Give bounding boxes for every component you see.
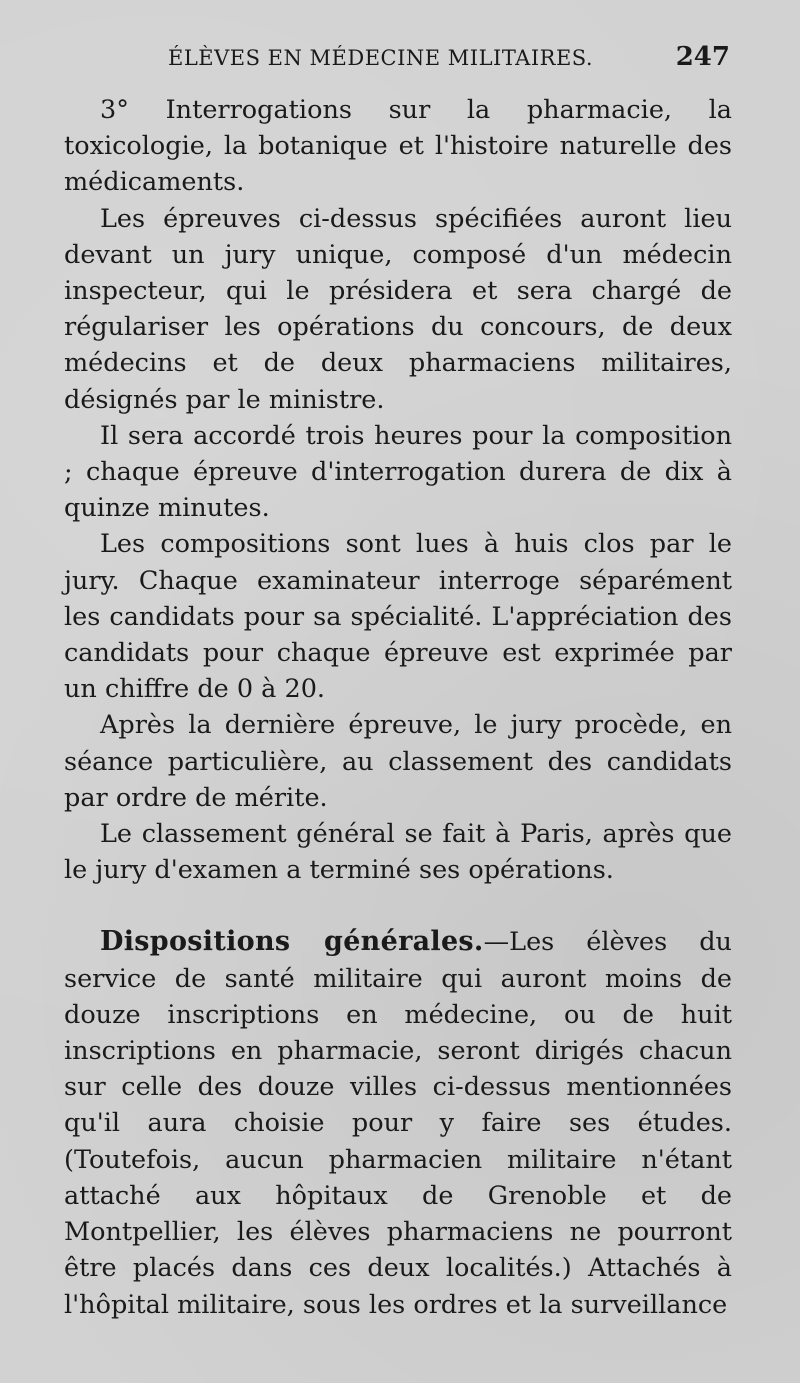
- body-text: [64, 92, 732, 1323]
- paragraph: Les compositions sont lues à huis clos par le jury. Chaque examinateur interroge séparément les candidats pour sa spécialité. L'appréciation des candidats pour chaque épreuve est exprimée par un chiffre de 0 à 20.: [64, 529, 732, 705]
- section-paragraph: [64, 924, 732, 1322]
- paragraph: Le classement général se fait à Paris, après que le jury d'examen a terminé ses opérations.: [64, 819, 732, 886]
- paragraph: Les épreuves ci-dessus spécifiées auront lieu devant un jury unique, composé d'un médecin inspecteur, qui le présidera et sera chargé de régulariser les opérations du concours, de deux médecins et de deux pharmaciens militaires, désignés par le ministre.: [64, 203, 732, 415]
- paragraph: Après la dernière épreuve, le jury procède, en séance particulière, au classement des candidats par ordre de mérite.: [64, 710, 732, 813]
- paragraph: 3° Interrogations sur la pharmacie, la toxicologie, la botanique et l'histoire naturelle des médicaments.: [64, 95, 732, 198]
- paragraph: Il sera accordé trois heures pour la composition ; chaque épreuve d'interrogation durera de dix à quinze minutes.: [64, 420, 732, 524]
- section-heading: Dispositions générales.: [100, 926, 484, 958]
- page-header: [60, 42, 730, 76]
- section-text: Les élèves du service de santé militaire qui auront moins de douze inscriptions en médecine, ou de huit inscriptions en pharmacie, seront dirigés chacun sur celle des douze villes ci-dessus mentionnées qu'il aura choisie pour y faire ses études. (Toutefois, aucun pharmacien militaire n'étant attaché aux hôpitaux de Grenoble et de Montpellier, les élèves pharmaciens ne pourront être placés dans ces deux localités.) Attachés à l'hôpital militaire, sous les ordres et la surveillance: [64, 927, 732, 1320]
- page-number: 247: [675, 42, 730, 72]
- section-separator: —: [483, 927, 510, 958]
- running-title: ÉLÈVES EN MÉDECINE MILITAIRES.: [168, 46, 594, 70]
